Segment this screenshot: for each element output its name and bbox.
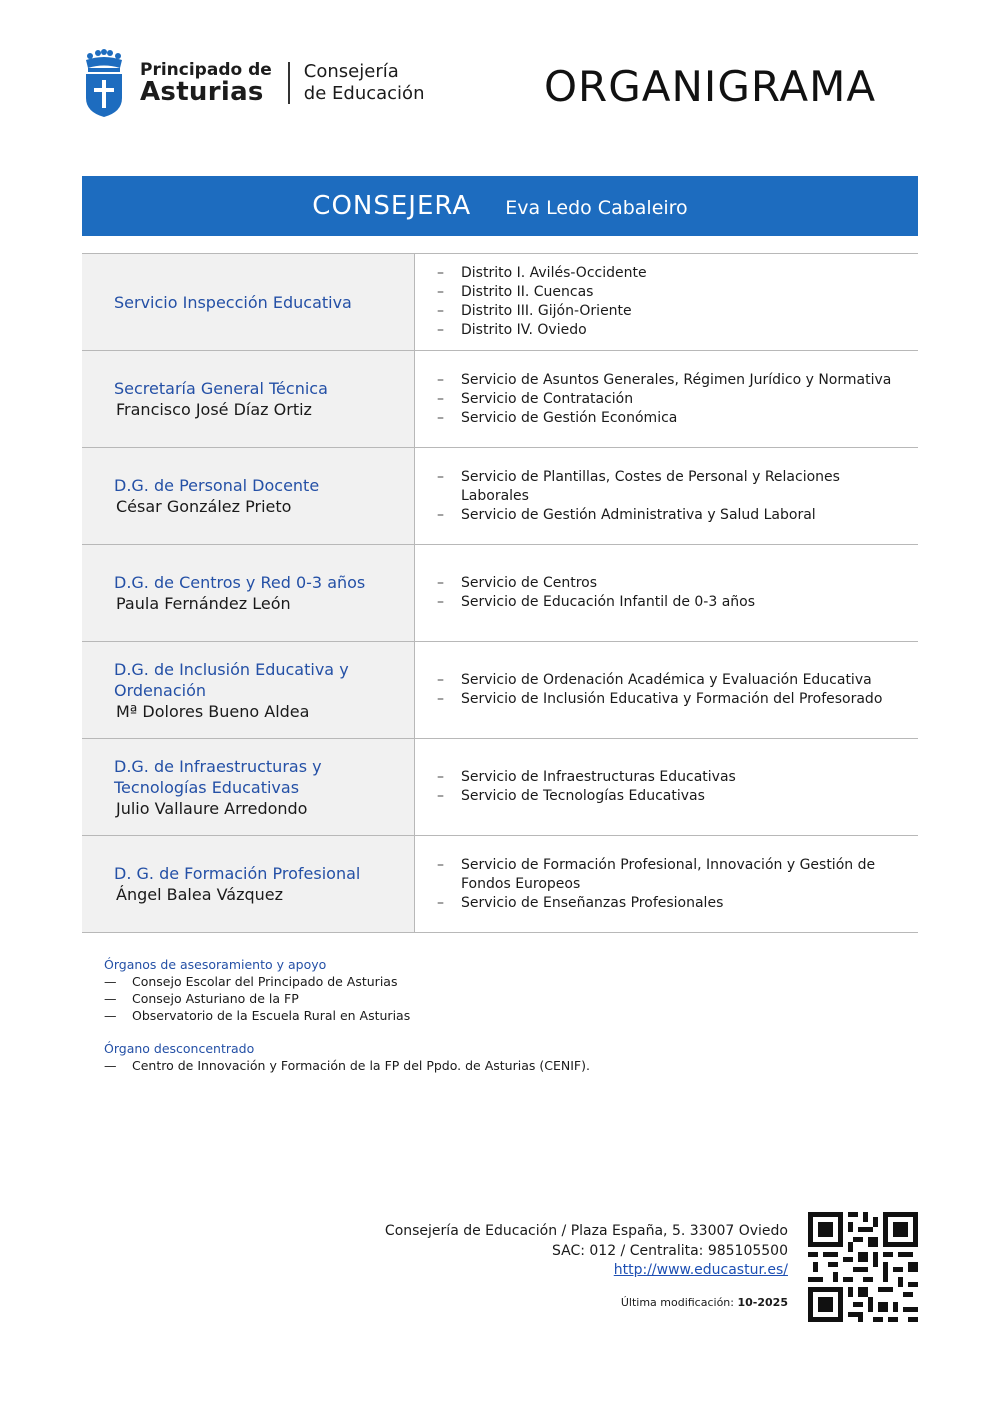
service-item (437, 593, 906, 612)
dash-bullet-icon: – (437, 390, 444, 407)
service-text: Servicio de Inclusión Educativa y Formación del Profesorado (461, 691, 883, 707)
dash-bullet-icon: – (437, 322, 444, 338)
services-cell (415, 836, 918, 932)
dash-bullet-icon: – (437, 894, 444, 911)
dash-bullet-icon: – (437, 769, 444, 785)
dept-name-line1: Consejería (303, 61, 399, 83)
service-text: Servicio de Enseñanzas Profesionales (461, 894, 724, 911)
dash-bullet-icon: – (437, 691, 444, 707)
org-name (140, 59, 272, 107)
em-dash-bullet-icon: — (104, 1008, 117, 1023)
org-name-line1: Principado de (140, 59, 272, 80)
dept-name-line2: de Educación (303, 83, 425, 104)
em-dash-bullet-icon: — (104, 974, 117, 989)
unit-cell (82, 254, 415, 350)
em-dash-bullet-icon: — (104, 1058, 117, 1073)
services-cell (415, 448, 918, 544)
service-text-line: Servicio de Formación Profesional, Innovación y Gestión de (461, 856, 876, 873)
unit-name: Ordenación (114, 680, 207, 700)
service-item (437, 856, 906, 894)
service-text: Distrito III. Gijón-Oriente (461, 303, 632, 319)
unit-name: D.G. de Personal Docente (114, 476, 320, 495)
service-item (437, 894, 906, 913)
footer-address: Consejería de Educación / Plaza España, 5. 33007 Oviedo (384, 1223, 788, 1239)
dash-bullet-icon: – (437, 284, 444, 300)
unit-name: D.G. de Infraestructuras y (114, 756, 322, 776)
document-title: ORGANIGRAMA (544, 62, 877, 111)
advisory-section (104, 956, 410, 1024)
footer-phones: SAC: 012 / Centralita: 985105500 (551, 1242, 788, 1259)
deconcentrated-section (104, 1040, 590, 1074)
dash-bullet-icon: – (437, 303, 444, 319)
dash-bullet-icon: – (437, 575, 444, 591)
dash-bullet-icon: – (437, 788, 444, 804)
advisory-title: Órganos de asesoramiento y apoyo (104, 957, 327, 972)
org-row (82, 739, 918, 836)
footer-url-link[interactable]: http://www.educastur.es/ (613, 1262, 788, 1278)
dash-bullet-icon: – (437, 506, 444, 523)
deconcentrated-list (104, 1057, 590, 1074)
service-item (437, 690, 906, 709)
services-cell (415, 351, 918, 447)
unit-head: Mª Dolores Bueno Aldea (116, 701, 310, 721)
unit-name: D. G. de Formación Profesional (114, 864, 361, 883)
section-item-text: Consejo Asturiano de la FP (132, 991, 299, 1006)
unit-name: D.G. de Centros y Red 0-3 años (114, 573, 366, 592)
deconcentrated-title: Órgano desconcentrado (104, 1041, 255, 1056)
service-item (437, 390, 906, 409)
service-item (437, 371, 906, 390)
dept-name (304, 61, 425, 104)
dash-bullet-icon: – (437, 371, 444, 388)
last-modified (621, 1296, 788, 1309)
service-text: Distrito I. Avilés-Occidente (461, 265, 647, 281)
consejera-banner (82, 176, 918, 236)
service-text: Servicio de Centros (461, 575, 598, 591)
org-name-line2: Asturias (140, 76, 264, 107)
section-list-item (104, 1007, 410, 1024)
dash-bullet-icon: – (437, 468, 444, 485)
service-text-line: Fondos Europeos (461, 875, 581, 892)
org-row (82, 254, 918, 351)
org-row (82, 448, 918, 545)
services-cell (415, 739, 918, 835)
service-item (437, 409, 906, 428)
dash-bullet-icon: – (437, 265, 444, 281)
service-text: Servicio de Educación Infantil de 0-3 años (461, 594, 756, 610)
dash-bullet-icon: – (437, 594, 444, 610)
service-text: Servicio de Gestión Económica (461, 409, 678, 426)
service-text: Distrito II. Cuencas (461, 284, 594, 300)
unit-name: D.G. de Inclusión Educativa y (114, 659, 349, 679)
dash-bullet-icon: – (437, 672, 444, 688)
service-item (437, 302, 906, 321)
service-text (461, 856, 875, 894)
asturias-shield-icon (82, 48, 126, 118)
service-text: Servicio de Infraestructuras Educativas (461, 769, 736, 785)
advisory-list (104, 973, 410, 1024)
service-item (437, 506, 906, 525)
org-row (82, 836, 918, 933)
org-row (82, 545, 918, 642)
unit-head: Julio Vallaure Arredondo (116, 798, 308, 818)
service-text: Servicio de Gestión Administrativa y Salud Laboral (461, 506, 816, 523)
unit-cell (82, 739, 415, 835)
unit-head: Paula Fernández León (116, 594, 291, 613)
section-item-text: Observatorio de la Escuela Rural en Asturias (132, 1008, 411, 1023)
service-item (437, 264, 906, 283)
section-item-text: Centro de Innovación y Formación de la FP del Ppdo. de Asturias (CENIF). (132, 1058, 590, 1073)
qr-code-icon (808, 1212, 918, 1322)
org-row (82, 351, 918, 448)
unit-head: César González Prieto (116, 497, 292, 516)
section-item-text: Consejo Escolar del Principado de Asturias (132, 974, 398, 989)
unit-cell (82, 836, 415, 932)
service-text-line: Laborales (461, 487, 529, 504)
logo-divider (288, 62, 290, 104)
section-list-item (104, 973, 410, 990)
unit-name: Tecnologías Educativas (114, 777, 300, 797)
banner-role: CONSEJERA (312, 191, 472, 221)
footer-contact (385, 1222, 788, 1281)
service-item (437, 768, 906, 787)
service-item (437, 574, 906, 593)
unit-cell (82, 545, 415, 641)
last-modified-value: 10-2025 (737, 1296, 788, 1309)
services-cell (415, 545, 918, 641)
unit-cell (82, 351, 415, 447)
service-text (461, 468, 840, 506)
unit-cell (82, 448, 415, 544)
services-cell (415, 254, 918, 350)
service-text: Distrito IV. Oviedo (461, 322, 587, 338)
service-text: Servicio de Contratación (461, 390, 634, 407)
unit-head: Ángel Balea Vázquez (116, 885, 284, 904)
unit-name: Secretaría General Técnica (114, 379, 328, 398)
service-text-line: Servicio de Plantillas, Costes de Personal y Relaciones (461, 468, 840, 485)
services-cell (415, 642, 918, 738)
dash-bullet-icon: – (437, 856, 444, 873)
service-item (437, 787, 906, 806)
org-row (82, 642, 918, 739)
section-list-item (104, 1057, 590, 1074)
unit-cell (82, 642, 415, 738)
service-text: Servicio de Asuntos Generales, Régimen Jurídico y Normativa (461, 371, 892, 388)
section-list-item (104, 990, 410, 1007)
service-item (437, 671, 906, 690)
org-table (82, 253, 918, 933)
service-text: Servicio de Tecnologías Educativas (461, 788, 705, 804)
dash-bullet-icon: – (437, 409, 444, 426)
principado-logo (82, 48, 424, 118)
service-text: Servicio de Ordenación Académica y Evaluación Educativa (461, 672, 872, 688)
unit-head: Francisco José Díaz Ortiz (116, 400, 312, 419)
banner-person: Eva Ledo Cabaleiro (505, 197, 688, 219)
em-dash-bullet-icon: — (104, 991, 117, 1006)
service-item (437, 468, 906, 506)
unit-name: Servicio Inspección Educativa (114, 292, 352, 312)
service-item (437, 283, 906, 302)
last-modified-label: Última modificación: (620, 1296, 734, 1309)
service-item (437, 321, 906, 340)
